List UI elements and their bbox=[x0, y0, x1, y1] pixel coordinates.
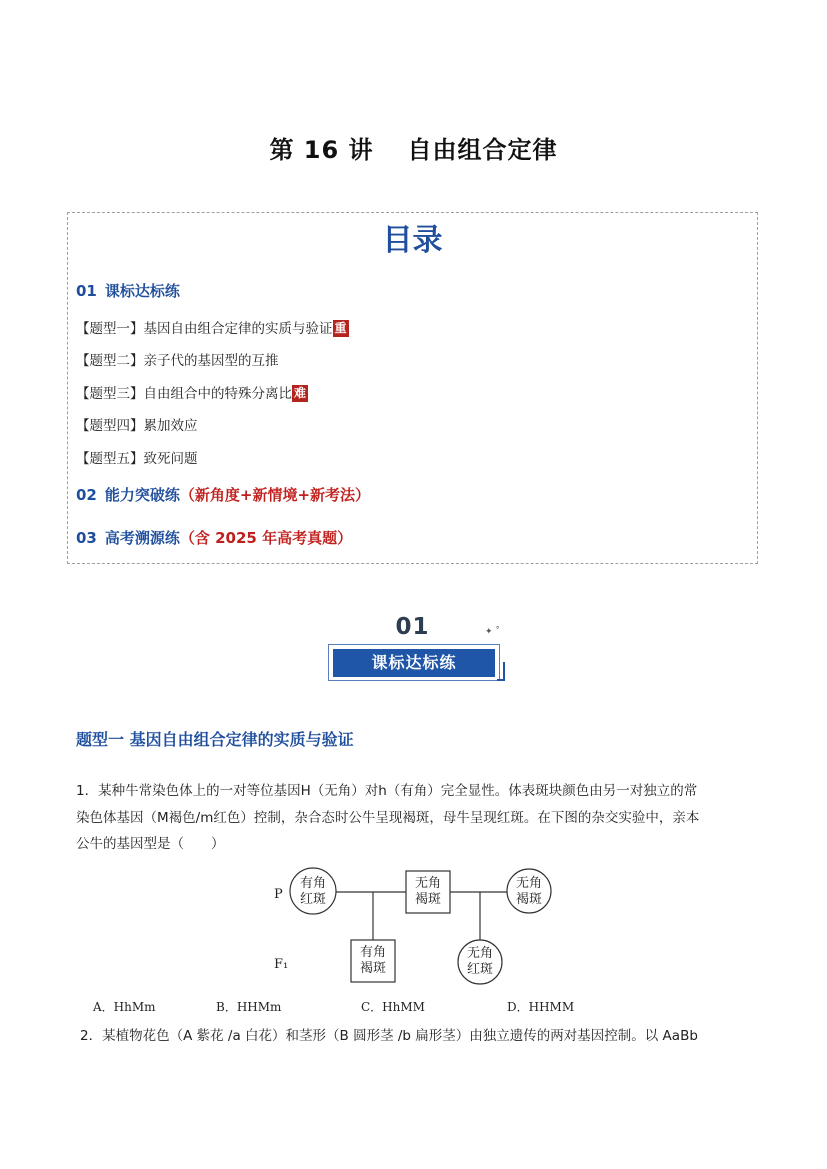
key-point-tag: 重 bbox=[334, 321, 347, 335]
lecture-topic: 自由组合定律 bbox=[407, 136, 558, 164]
toc-section-02[interactable]: 02 能力突破练（新角度+新情境+新考法） bbox=[76, 486, 371, 504]
svg-text:红斑: 红斑 bbox=[299, 892, 327, 907]
svg-text:无角: 无角 bbox=[515, 876, 543, 891]
sparkle-icon: ✦ ˚ bbox=[485, 627, 500, 637]
option-c[interactable]: C．HhMM bbox=[361, 1000, 425, 1014]
svg-text:褐斑: 褐斑 bbox=[515, 892, 543, 907]
female-symbol-p bbox=[290, 868, 336, 914]
toc-section-03[interactable]: 03 高考溯源练（含 2025 年高考真题） bbox=[76, 529, 353, 547]
toc-section-01[interactable]: 01 课标达标练 bbox=[76, 282, 180, 300]
question-1: 1．某种牛常染色体上的一对等位基因H（无角）对h（有角）完全显性。体表斑块颜色由另一对独立的常 染色体基因（M褐色/m红色）控制，杂合态时公牛呈现褐斑，母牛呈现红斑。在下图的杂交实验中，亲本 公牛的基因型是（ ） bbox=[76, 783, 700, 852]
generation-p-label: P bbox=[274, 887, 283, 902]
banner-label: 课标达标练 bbox=[333, 649, 495, 677]
table-of-contents bbox=[67, 212, 758, 564]
toc-item-type-2[interactable]: 【题型二】亲子代的基因型的互推 bbox=[76, 353, 279, 369]
section-heading: 题型一 基因自由组合定律的实质与验证 bbox=[76, 730, 354, 749]
question-2: 2．某植物花色（A 紫花 /a 白花）和茎形（B 圆形茎 /b 扁形茎）由独立遗传的两对基因控制。以 AaBb bbox=[80, 1028, 698, 1044]
lecture-number: 第 16 讲 bbox=[269, 136, 374, 164]
toc-item-type-5[interactable]: 【题型五】致死问题 bbox=[76, 451, 198, 467]
toc-heading: 目录 bbox=[382, 223, 443, 258]
svg-text:褐斑: 褐斑 bbox=[414, 892, 442, 907]
svg-text:红斑: 红斑 bbox=[466, 962, 494, 977]
toc-item-type-3[interactable]: 【题型三】自由组合中的特殊分离比 难 bbox=[76, 386, 307, 402]
svg-text:无角: 无角 bbox=[466, 946, 494, 961]
option-d[interactable]: D．HHMM bbox=[507, 1000, 575, 1014]
toc-item-type-1[interactable]: 【题型一】基因自由组合定律的实质与验证 重 bbox=[76, 321, 347, 337]
banner-number: 01 bbox=[395, 614, 430, 640]
generation-f1-label: F₁ bbox=[274, 957, 289, 972]
section-banner bbox=[325, 614, 505, 684]
toc-item-type-4[interactable]: 【题型四】累加效应 bbox=[76, 418, 198, 434]
banner-corner bbox=[497, 662, 505, 681]
svg-text:有角: 有角 bbox=[359, 945, 387, 960]
svg-text:褐斑: 褐斑 bbox=[359, 961, 387, 976]
option-b[interactable]: B．HHMm bbox=[216, 1000, 282, 1014]
svg-text:有角: 有角 bbox=[299, 876, 327, 891]
option-a[interactable]: A．HhMm bbox=[93, 1000, 156, 1014]
svg-text:无角: 无角 bbox=[414, 876, 442, 891]
difficult-tag: 难 bbox=[294, 386, 307, 400]
cross-diagram bbox=[270, 862, 560, 990]
page-title bbox=[0, 130, 827, 165]
